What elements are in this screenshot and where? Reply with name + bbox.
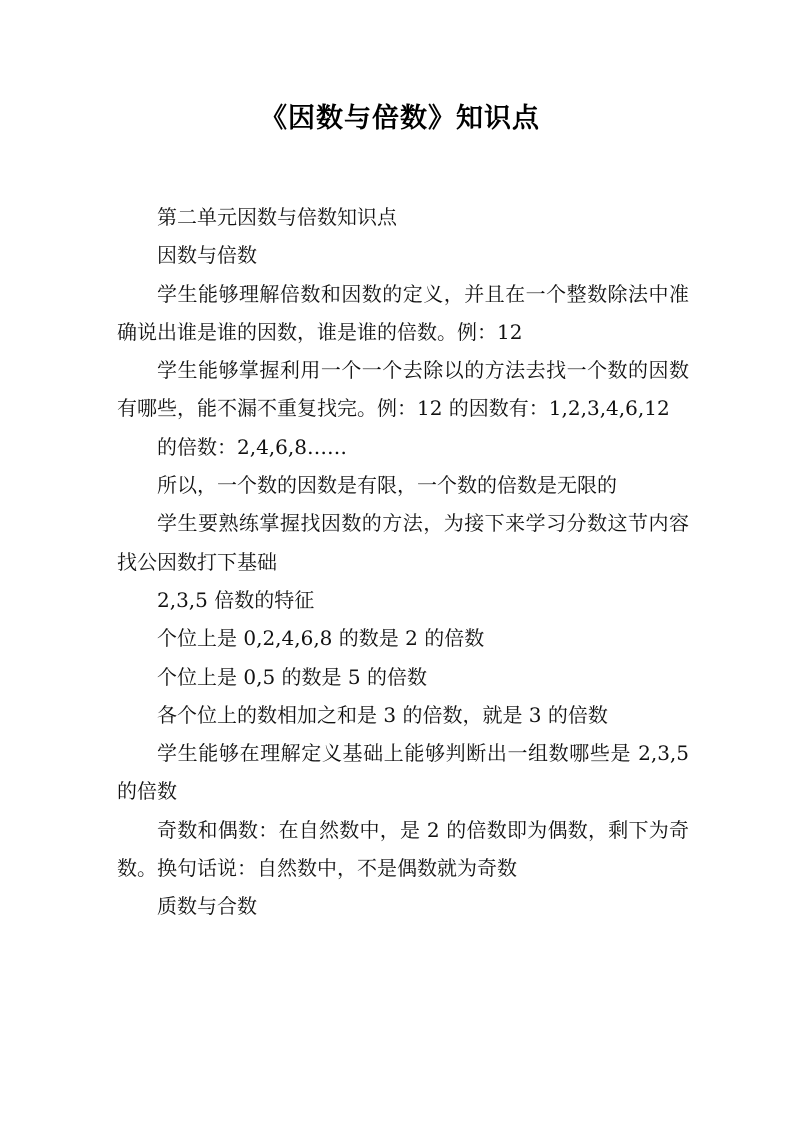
paragraph: 个位上是 0,5 的数是 5 的倍数 [157,664,427,689]
subsection-heading: 2,3,5 倍数的特征 [157,587,315,612]
paragraph: 奇数和偶数：在自然数中，是 2 的倍数即为偶数，剩下为奇数。换句话说：自然数中，不是偶数就为奇数 [117,817,689,881]
document-title: 《因数与倍数》知识点 [260,103,540,134]
paragraph: 的倍数：2,4,6,8…… [157,434,347,459]
paragraph: 学生能够理解倍数和因数的定义，并且在一个整数除法中准确说出谁是谁的因数，谁是谁的倍数。例：12 [117,281,689,344]
paragraph: 所以，一个数的因数是有限，一个数的倍数是无限的 [157,473,617,498]
subsection-heading: 因数与倍数 [157,243,257,268]
paragraph: 各个位上的数相加之和是 3 的倍数，就是 3 的倍数 [157,702,608,727]
paragraph: 个位上是 0,2,4,6,8 的数是 2 的倍数 [157,626,485,651]
section-heading: 第二单元因数与倍数知识点 [157,205,397,229]
paragraph: 学生能够在理解定义基础上能够判断出一组数哪些是 2,3,5 的倍数 [117,741,689,804]
document-body [117,198,689,926]
subsection-heading: 质数与合数 [157,894,257,919]
paragraph: 学生能够掌握利用一个一个去除以的方法去找一个数的因数有哪些，能不漏不重复找完。例：12 的因数有：1,2,3,4,6,12 [117,358,689,421]
paragraph: 学生要熟练掌握找因数的方法，为接下来学习分数这节内容找公因数打下基础 [117,511,689,574]
